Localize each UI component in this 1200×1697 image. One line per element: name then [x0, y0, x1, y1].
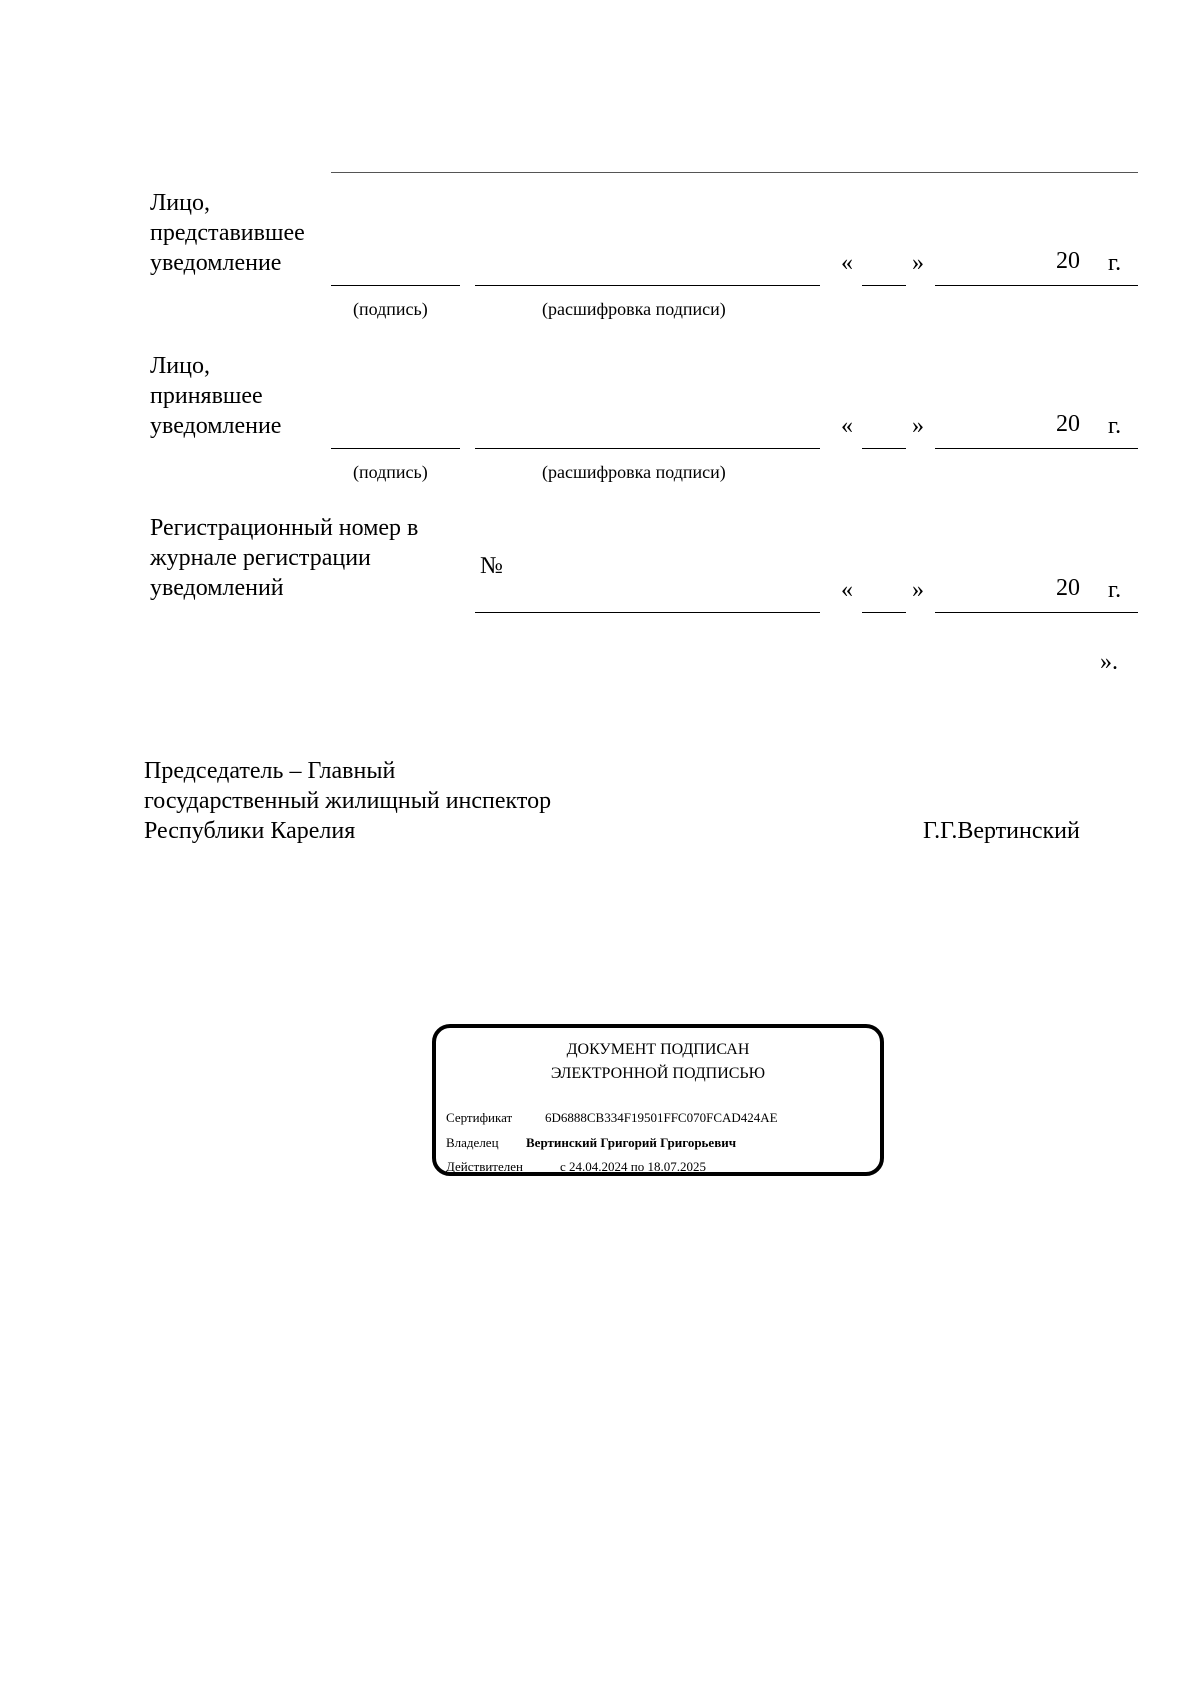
row2-day-line[interactable]: [862, 448, 906, 449]
row1-label-line2: представившее: [150, 220, 305, 246]
row3-label: [150, 513, 418, 603]
top-rule: [331, 172, 1138, 173]
row1-quote-open: «: [841, 250, 853, 276]
row2-signature-line[interactable]: [331, 448, 460, 449]
row3-year-suffix: г.: [1108, 577, 1122, 603]
stamp-certificate-row: [446, 1109, 778, 1127]
row2-quote-open: «: [841, 413, 853, 439]
signatory-name: Г.Г.Вертинский: [923, 818, 1080, 844]
row1-label-line1: Лицо,: [150, 190, 210, 216]
row2-label: [150, 351, 281, 441]
stamp-valid-value: с 24.04.2024 по 18.07.2025: [560, 1159, 706, 1174]
row1-decode-caption: (расшифровка подписи): [542, 299, 726, 319]
row3-day-line[interactable]: [862, 612, 906, 613]
signatory-position-line3: Республики Карелия: [144, 818, 356, 844]
row2-label-line3: уведомление: [150, 413, 282, 439]
row2-year-suffix: г.: [1108, 413, 1122, 439]
stamp-valid-label: Действителен: [446, 1159, 523, 1174]
stamp-certificate-label: Сертификат: [446, 1110, 513, 1125]
row3-quote-open: «: [841, 577, 853, 603]
row2-label-line1: Лицо,: [150, 353, 210, 379]
row1-decode-line[interactable]: [475, 285, 820, 286]
electronic-signature-stamp: [432, 1024, 884, 1176]
stamp-certificate-value: 6D6888CB334F19501FFC070FCAD424AE: [545, 1110, 778, 1125]
row3-number-sign: №: [480, 553, 503, 579]
row3-month-line[interactable]: [935, 612, 1138, 613]
stamp-title-line2: ЭЛЕКТРОННОЙ ПОДПИСЬЮ: [550, 1065, 766, 1082]
row3-label-line3: уведомлений: [150, 575, 284, 601]
stamp-valid-row: [446, 1158, 706, 1176]
stamp-owner-row: [446, 1134, 736, 1152]
row3-number-line[interactable]: [475, 612, 820, 613]
row1-month-line[interactable]: [935, 285, 1138, 286]
row2-decode-caption: (расшифровка подписи): [542, 462, 726, 482]
row1-signature-line[interactable]: [331, 285, 460, 286]
row3-year-prefix: 20: [1056, 575, 1080, 601]
row2-quote-close: »: [912, 413, 924, 439]
row3-label-line2: журнале регистрации: [150, 545, 371, 571]
row1-sign-caption: (подпись): [353, 299, 428, 319]
row1-quote-close: »: [912, 250, 924, 276]
row1-day-line[interactable]: [862, 285, 906, 286]
row3-quote-close: »: [912, 577, 924, 603]
stamp-owner-label: Владелец: [446, 1135, 499, 1150]
row2-year-prefix: 20: [1056, 411, 1080, 437]
row2-decode-line[interactable]: [475, 448, 820, 449]
stamp-title-line1: ДОКУМЕНТ ПОДПИСАН: [566, 1041, 750, 1058]
row1-label-line3: уведомление: [150, 250, 282, 276]
row1-year-suffix: г.: [1108, 250, 1122, 276]
stamp-owner-value: Вертинский Григорий Григорьевич: [526, 1135, 737, 1150]
row2-month-line[interactable]: [935, 448, 1138, 449]
row3-label-line1: Регистрационный номер в: [150, 515, 419, 541]
row1-year-prefix: 20: [1056, 248, 1080, 274]
signatory-position: [144, 756, 551, 846]
closing-mark: ».: [1100, 649, 1118, 675]
row2-sign-caption: (подпись): [353, 462, 428, 482]
row2-label-line2: принявшее: [150, 383, 263, 409]
signatory-position-line1: Председатель – Главный: [144, 758, 396, 784]
signatory-position-line2: государственный жилищный инспектор: [144, 788, 552, 814]
row1-label: [150, 188, 305, 278]
